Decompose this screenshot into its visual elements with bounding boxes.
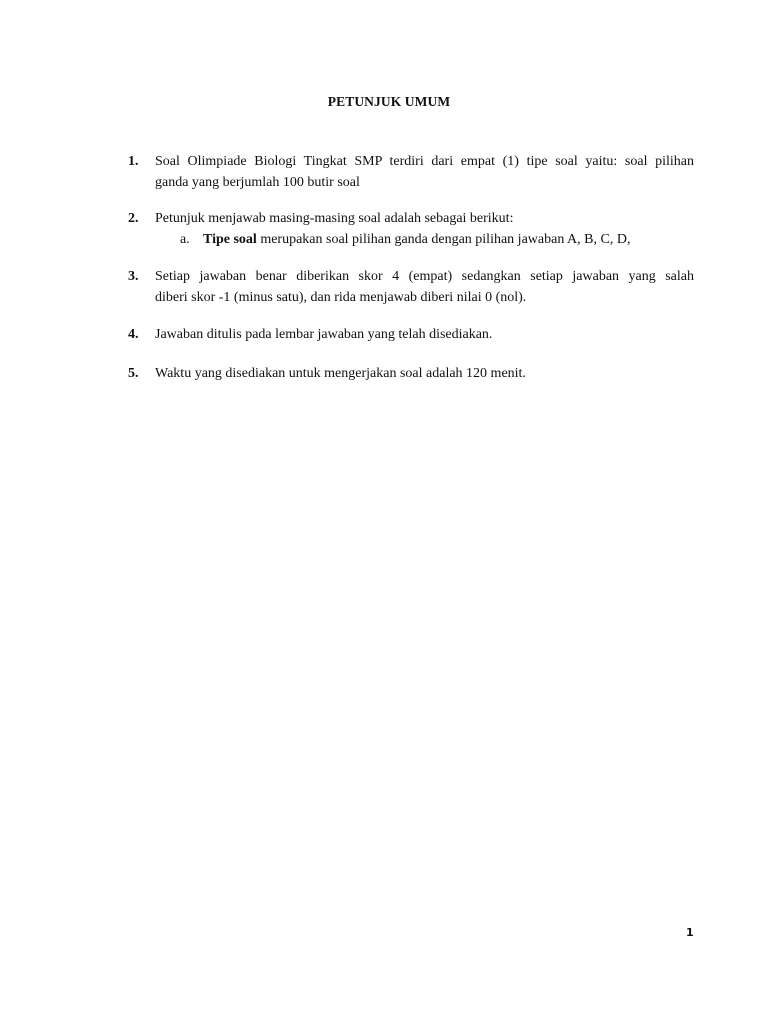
- list-item: [128, 266, 694, 308]
- list-item: [128, 208, 694, 229]
- item-line: Setiap jawaban benar diberikan skor 4 (empat) sedangkan setiap jawaban yang salah: [155, 269, 694, 284]
- sub-item-bold-term: Tipe soal: [203, 232, 257, 247]
- sub-item: [180, 229, 700, 250]
- item-line: Soal Olimpiade Biologi Tingkat SMP terdiri dari empat (1) tipe soal yaitu: soal pilihan: [155, 154, 694, 169]
- item-text: [155, 266, 694, 308]
- item-number: 2.: [128, 211, 139, 226]
- page-number: 1: [686, 926, 694, 939]
- item-text: [155, 324, 694, 345]
- item-number: 5.: [128, 366, 139, 381]
- item-line: Waktu yang disediakan untuk mengerjakan soal adalah 120 menit.: [155, 366, 526, 381]
- item-line: ganda yang berjumlah 100 butir soal: [155, 175, 360, 190]
- item-number: 4.: [128, 327, 139, 342]
- item-line: diberi skor -1 (minus satu), dan rida menjawab diberi nilai 0 (nol).: [155, 290, 527, 305]
- item-text: [155, 363, 694, 384]
- item-line: Jawaban ditulis pada lembar jawaban yang telah disediakan.: [155, 327, 493, 342]
- sub-item-text: merupakan soal pilihan ganda dengan pilihan jawaban A, B, C, D,: [256, 232, 631, 247]
- page-title: PETUNJUK UMUM: [327, 94, 451, 109]
- item-text: [155, 151, 694, 193]
- sub-item-letter: a.: [180, 232, 190, 247]
- item-number: 1.: [128, 154, 139, 169]
- item-number: 3.: [128, 269, 139, 284]
- list-item: [128, 324, 694, 345]
- list-item: [128, 363, 694, 384]
- item-text: [155, 208, 694, 229]
- list-item: [128, 151, 694, 193]
- item-line: Petunjuk menjawab masing-masing soal adalah sebagai berikut:: [155, 211, 514, 226]
